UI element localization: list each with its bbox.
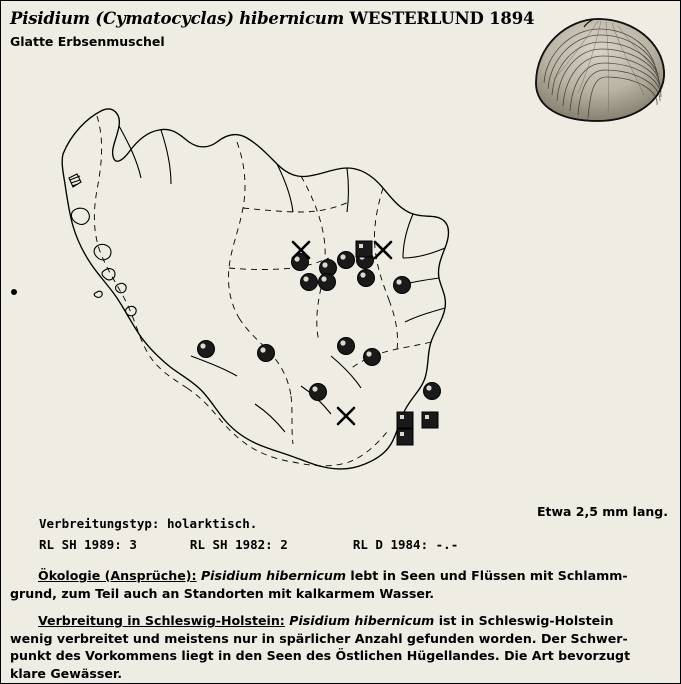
rl-sh-1982-value: 2: [280, 537, 288, 552]
ecology-section: [10, 567, 674, 602]
shell-illustration: [516, 9, 676, 137]
ecology-heading: Ökologie (Ansprüche):: [38, 568, 197, 583]
rl-sh-1982-label: RL SH 1982:: [189, 537, 273, 552]
ecology-text-first-line: lebt in Seen und Flüssen mit Schlamm-: [346, 568, 628, 583]
distribution-text-line-3: punkt des Vorkommens liegt in den Seen des Östlichen Hügellandes. Die Art bevorzugt: [10, 648, 631, 663]
size-note: Etwa 2,5 mm lang.: [536, 504, 668, 519]
rl-d-1984-label: RL D 1984:: [352, 537, 429, 552]
distribution-type-label: Verbreitungstyp:: [39, 516, 160, 531]
rl-sh-1989-value: 3: [129, 537, 137, 552]
redlist-line: [39, 537, 458, 552]
distribution-text-first-line: ist in Schleswig-Holstein: [434, 613, 614, 628]
shell-icon: [516, 9, 676, 137]
rl-d-1984-value: -.-: [435, 537, 459, 552]
distribution-map-schleswig-holstein: [1, 56, 501, 496]
record-crosses: [293, 242, 391, 424]
distribution-section: [10, 612, 674, 682]
distribution-species: Pisidium hibernicum: [289, 613, 435, 628]
distribution-type-line: [39, 516, 257, 531]
title-author: WESTERLUND 1894: [349, 9, 535, 28]
record-circles: [198, 252, 441, 401]
distribution-type-value: holarktisch.: [166, 516, 258, 531]
distribution-text-line-4: klare Gewässer.: [10, 665, 123, 681]
common-name: Glatte Erbsenmuschel: [10, 34, 165, 49]
title-scientific-name: Pisidium (Cymatocyclas) hibernicum: [10, 9, 344, 28]
map-svg: [1, 56, 501, 496]
distribution-heading: Verbreitung in Schleswig-Holstein:: [38, 613, 285, 628]
page-title: [10, 9, 534, 28]
rl-sh-1989-label: RL SH 1989:: [39, 537, 122, 552]
ecology-species: Pisidium hibernicum: [200, 568, 346, 583]
distribution-text-line-2: wenig verbreitet und meistens nur in spärlicher Anzahl gefunden worden. Der Schwer-: [10, 630, 628, 646]
ecology-text-rest: grund, zum Teil auch an Standorten mit kalkarmem Wasser.: [10, 585, 435, 601]
